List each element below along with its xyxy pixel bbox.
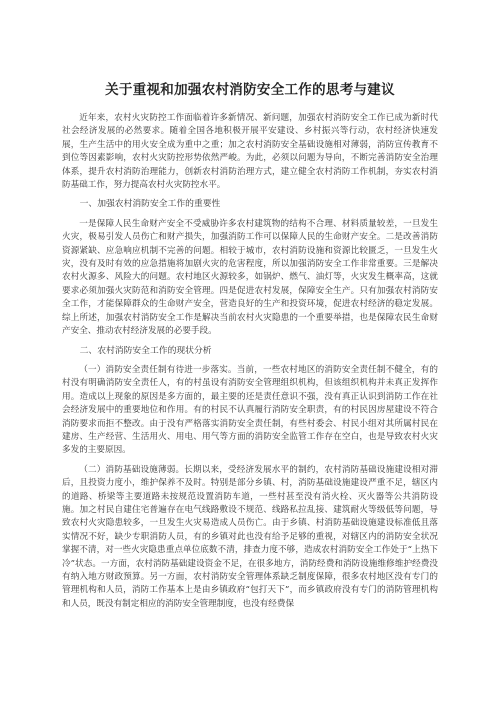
section2-paragraph-2: （二）消防基础设施薄弱。长期以来，受经济发展水平的制约，农村消防基础设施建设相对滞后，且投资力度小，维护保养不及时。特别是部分乡镇、村，消防基础设施建设严重不足，辖区内的道路、桥梁等主要道路未按规范设置消防车道，一些村甚至没有消火栓、灭火器等公共消防设施。加之村民自建住宅普遍存在电气线路敷设不规范、线路私拉乱接、建筑耐火等级低等问题，导致农村火灾隐患较多，一旦发生火灾易造成人员伤亡。由于乡镇、村消防基础设施建设标准低且落实情况不好，缺少专职消防人员，有的乡镇对此也没有给予足够的重视，对辖区内的消防安全状况掌握不清，对一些火灾隐患重点单位底数不清，排查力度不够，造成农村消防安全工作处于“上热下冷”状态。一方面，农村消防基础建设资金不足，在很多地方，消防经费和消防设施维修维护经费没有纳入地方财政预算。另一方面，农村消防安全管理体系缺乏制度保障，很多农村地区没有专门的管理机构和人员，消防工作基本上是由乡镇政府“包打天下”，而乡镇政府没有专门的消防管理机构和人员，既没有制定相应的消防安全管理制度，也没有经费保 (62, 464, 438, 609)
section1-heading: 一、加强农村消防安全工作的重要性 (79, 199, 221, 210)
intro-paragraph: 近年来，农村火灾防控工作面临着许多新情况、新问题，加强农村消防安全工作已成为新时代社会经济发展的必然要求。随着全国各地积极开展平安建设、乡村振兴等行动，农村经济快速发展，生产生活中的用火安全成为重中之重；加之农村消防安全基础设施相对薄弱，消防宣传教育不到位等因素影响，农村火灾防控形势依然严峻。为此，必须以问题为导向，不断完善消防安全治理体系，提升农村消防治理能力，创新农村消防治理方式，建立健全农村消防工作机制，夯实农村消防基础工作，努力提高农村火灾防控水平。 (62, 113, 438, 191)
section1-paragraph: 一是保障人民生命财产安全不受威胁许多农村建筑物的结构不合理、材料质量较差，一旦发生火灾，极易引发人员伤亡和财产损失，加强消防工作可以保障人民的生命财产安全。二是改善消防资源紧缺、应急响应机制不完善的问题。相较于城市，农村消防设施和资源比较匮乏，一旦发生火灾，没有及时有效的应急措施将加剧火灾的危害程度，所以加强消防安全工作非常重要。三是解决农村火源多、风险大的问题。农村地区火源较多，如锅炉、燃气、油灯等，火灾发生概率高，这就要求必须加强火灾防范和消防安全管理。四是促进农村发展，保障安全生产。只有加强农村消防安全工作，才能保障群众的生命财产安全，营造良好的生产和投资环境，促进农村经济的稳定发展。综上所述，加强农村消防安全工作是解决当前农村火灾隐患的一个重要举措，也是保障农民生命财产安全、推动农村经济发展的必要手段。 (62, 218, 438, 337)
section2-heading: 二、农村消防安全工作的现状分析 (79, 345, 212, 356)
document-title: 关于重视和加强农村消防安全工作的思考与建议 (105, 82, 395, 98)
section2-paragraph-1: （一）消防安全责任制有待进一步落实。当前，一些农村地区的消防安全责任制不健全，有的村没有明确消防安全责任人，有的村虽设有消防安全管理组织机构，但该组织机构并未真正发挥作用。造成以上现象的原因是多方面的，最主要的还是责任意识不强，没有真正认识到消防工作在社会经济发展中的重要地位和作用。有的村民不认真履行消防安全职责，有的村民因房屋建设不符合消防要求而拒不整改。由于没有严格落实消防安全责任制，有些村委会、村民小组对其所属村民在建房、生产经营、生活用火、用电、用气等方面的消防安全监管工作存在空白，也是导致农村火灾多发的主要原因。 (62, 364, 438, 456)
